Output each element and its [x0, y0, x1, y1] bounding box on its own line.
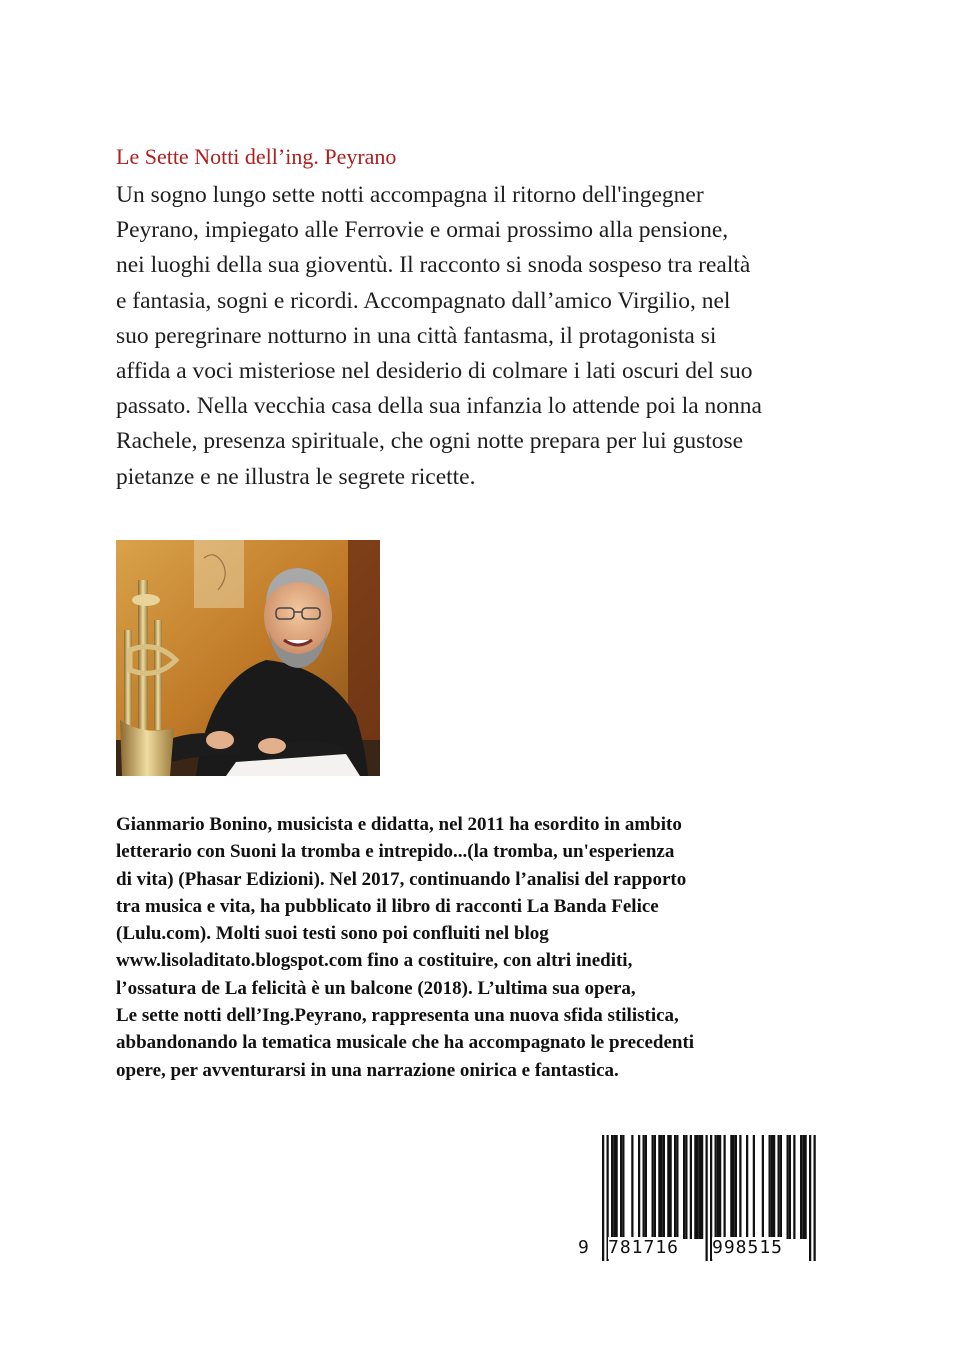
- barcode-bar: [631, 1135, 633, 1239]
- barcode-bar: [676, 1135, 678, 1239]
- synopsis-line: passato. Nella vecchia casa della sua infanzia lo attende poi la nonna: [116, 393, 762, 420]
- barcode-bar: [789, 1135, 791, 1239]
- barcode-bar: [699, 1135, 701, 1239]
- bio-line: Gianmario Bonino, musicista e didatta, nel 2011 ha esordito in ambito: [116, 814, 682, 835]
- barcode-bar: [724, 1135, 726, 1239]
- bio-line: opere, per avventurarsi in una narrazione onirica e fantastica.: [116, 1059, 619, 1081]
- barcode-left-group: 781716: [608, 1237, 680, 1258]
- book-title: Le Sette Notti dell’ing. Peyrano: [116, 144, 397, 169]
- author-photo: [116, 540, 380, 776]
- bio-line: (Lulu.com). Molti suoi testi sono poi confluiti nel blog: [116, 923, 549, 945]
- barcode-bar: [730, 1135, 732, 1239]
- synopsis-line: nei luoghi della sua gioventù. Il racconto si snoda sospeso tra realtà: [116, 252, 751, 279]
- barcode-bar: [663, 1135, 665, 1239]
- isbn-barcode: [578, 1135, 828, 1265]
- barcode-bar: [697, 1135, 699, 1239]
- barcode-lead-digit: 9: [578, 1237, 590, 1258]
- barcode-bar: [613, 1135, 615, 1239]
- barcode-bar: [670, 1135, 672, 1239]
- author-portrait-icon: [116, 540, 380, 776]
- barcode-bar: [690, 1135, 692, 1239]
- barcode-bar: [800, 1135, 802, 1239]
- barcode-bar: [787, 1135, 789, 1239]
- bio-line: abbandonando la tematica musicale che ha accompagnato le precedenti: [116, 1032, 695, 1054]
- synopsis: [116, 178, 856, 495]
- bio-line: Le sette notti dell’Ing.Peyrano, rappresenta una nuova sfida stilistica,: [116, 1005, 679, 1027]
- barcode-bar: [773, 1135, 775, 1239]
- barcode-bar: [715, 1135, 717, 1239]
- barcode-bar: [739, 1135, 741, 1239]
- barcode-bar: [771, 1135, 773, 1239]
- barcode-bar: [769, 1135, 771, 1239]
- barcode-bar: [638, 1135, 640, 1239]
- barcode-bar: [762, 1135, 764, 1239]
- synopsis-line: suo peregrinare notturno in una città fantasma, il protagonista si: [116, 322, 717, 349]
- synopsis-line: Rachele, presenza spirituale, che ogni notte prepara per lui gustose: [116, 428, 744, 455]
- barcode-bar: [683, 1135, 685, 1239]
- barcode-bar: [719, 1135, 721, 1239]
- barcode-bar: [661, 1135, 663, 1239]
- barcode-bar: [667, 1135, 669, 1239]
- bio-line: l’ossatura de La felicità è un balcone (2018). L’ultima sua opera,: [116, 977, 636, 999]
- barcode-bar: [733, 1135, 735, 1239]
- author-bio: [116, 811, 856, 1084]
- barcode-bar: [717, 1135, 719, 1239]
- synopsis-line: Peyrano, impiegato alle Ferrovie e ormai prossimo alla pensione,: [116, 217, 729, 244]
- barcode-bar: [674, 1135, 676, 1239]
- barcode-bar: [778, 1135, 780, 1239]
- barcode-bar: [746, 1135, 748, 1239]
- barcode-bar: [658, 1135, 660, 1239]
- barcode-right-group: 998515: [712, 1237, 784, 1258]
- barcode-bar: [735, 1135, 737, 1239]
- barcode-bar: [805, 1135, 807, 1239]
- barcode-bar: [645, 1135, 647, 1239]
- bio-line: letterario con Suoni la tromba e intrepido...(la tromba, un'esperienza: [116, 841, 675, 863]
- synopsis-line: e fantasia, sogni e ricordi. Accompagnato dall’amico Virgilio, nel: [116, 287, 731, 314]
- barcode-bar: [753, 1135, 755, 1239]
- barcode-bar: [809, 1135, 811, 1261]
- barcode-bar: [620, 1135, 622, 1239]
- barcode-bar: [814, 1135, 816, 1261]
- barcode-bar: [685, 1135, 687, 1239]
- barcode-bar: [643, 1135, 645, 1239]
- barcode-bar: [611, 1135, 613, 1239]
- barcode-bar: [602, 1135, 604, 1261]
- synopsis-line: pietanze e ne illustra le segrete ricette.: [116, 463, 476, 490]
- barcode-bar: [701, 1135, 703, 1239]
- barcode-bar: [652, 1135, 654, 1239]
- barcode-bar: [802, 1135, 804, 1239]
- bio-line: tra musica e vita, ha pubblicato il libro di racconti La Banda Felice: [116, 895, 659, 917]
- barcode-bar: [694, 1135, 696, 1239]
- synopsis-line: Un sogno lungo sette notti accompagna il ritorno dell'ingegner: [116, 182, 704, 208]
- bio-line: di vita) (Phasar Edizioni). Nel 2017, continuando l’analisi del rapporto: [116, 868, 687, 890]
- barcode-bar: [622, 1135, 624, 1239]
- barcode-bar: [654, 1135, 656, 1239]
- barcode-bar: [780, 1135, 782, 1239]
- barcode-bar: [616, 1135, 618, 1239]
- barcode-bar: [706, 1135, 708, 1261]
- bio-line: www.lisoladitato.blogspot.com fino a costituire, con altri inediti,: [116, 950, 633, 972]
- synopsis-line: affida a voci misteriose nel desiderio di colmare i lati oscuri del suo: [116, 358, 753, 385]
- barcode-bar: [793, 1135, 795, 1239]
